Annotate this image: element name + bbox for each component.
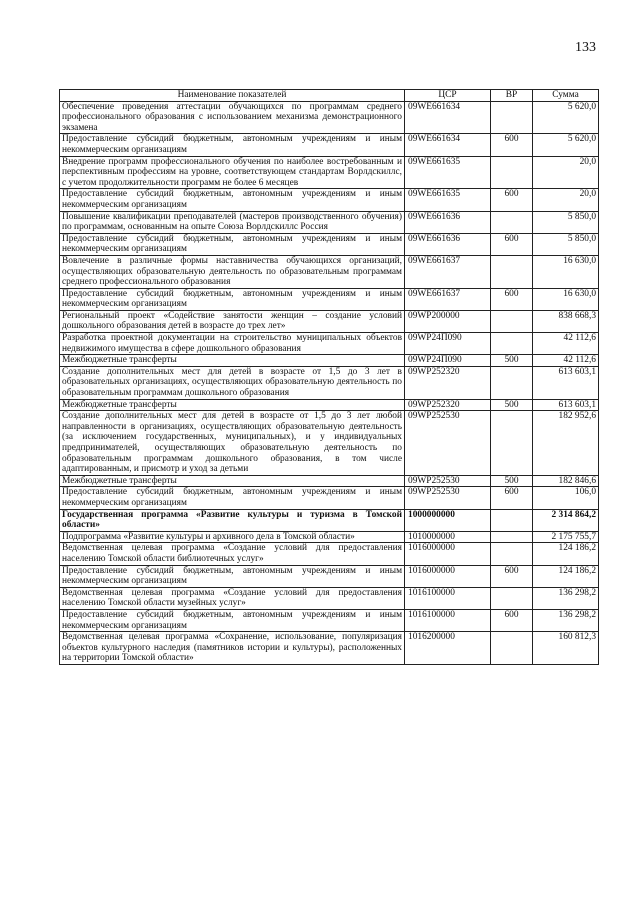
- cell-vr: 600: [491, 288, 533, 310]
- cell-csr: 09WE661635: [405, 189, 491, 211]
- cell-name: Ведомственная целевая программа «Сохранение, использование, популяризация объектов культурного наследия (памятников истории и культуры), расположенных на территории Томской области»: [60, 632, 405, 665]
- table-row: [60, 475, 599, 487]
- table-header-row: [60, 90, 599, 102]
- cell-csr: 09WP24П090: [405, 355, 491, 367]
- cell-vr: 600: [491, 189, 533, 211]
- budget-table-wrapper: [59, 89, 598, 665]
- table-row: [60, 543, 599, 565]
- cell-csr: 09WP252530: [405, 487, 491, 509]
- cell-vr: [491, 587, 533, 609]
- table-row: [60, 310, 599, 332]
- cell-sum: 613 603,1: [533, 366, 599, 399]
- table-row: [60, 366, 599, 399]
- cell-vr: [491, 509, 533, 531]
- cell-name: Вовлечение в различные формы наставничества обучающихся организаций, осуществляющих образовательную деятельность по образовательным программам среднего профессионального образования: [60, 255, 405, 288]
- cell-sum: 613 603,1: [533, 399, 599, 411]
- cell-vr: 600: [491, 565, 533, 587]
- cell-name: Предоставление субсидий бюджетным, автономным учреждениям и иным некоммерческим организациям: [60, 189, 405, 211]
- cell-vr: [491, 156, 533, 189]
- cell-vr: [491, 255, 533, 288]
- cell-csr: 1016000000: [405, 565, 491, 587]
- cell-name: Предоставление субсидий бюджетным, автономным учреждениям и иным некоммерческим организациям: [60, 609, 405, 631]
- cell-vr: [491, 531, 533, 543]
- table-row: [60, 565, 599, 587]
- cell-name: Региональный проект «Содействие занятости женщин – создание условий дошкольного образования детей в возрасте до трех лет»: [60, 310, 405, 332]
- table-row: [60, 399, 599, 411]
- cell-csr: 09WE661634: [405, 134, 491, 156]
- table-row: [60, 355, 599, 367]
- cell-vr: [491, 310, 533, 332]
- table-row: [60, 411, 599, 476]
- cell-csr: 09WP24П090: [405, 333, 491, 355]
- table-row: [60, 156, 599, 189]
- cell-sum: 2 314 864,2: [533, 509, 599, 531]
- cell-name: Подпрограмма «Развитие культуры и архивного дела в Томской области»: [60, 531, 405, 543]
- cell-vr: [491, 101, 533, 134]
- cell-sum: 136 298,2: [533, 609, 599, 631]
- table-body: [60, 101, 599, 664]
- table-row: [60, 609, 599, 631]
- page-number: 133: [575, 40, 596, 55]
- cell-vr: 600: [491, 233, 533, 255]
- cell-sum: 2 175 755,7: [533, 531, 599, 543]
- cell-sum: 20,0: [533, 189, 599, 211]
- cell-vr: [491, 211, 533, 233]
- cell-name: Межбюджетные трансферты: [60, 399, 405, 411]
- cell-csr: 1010000000: [405, 531, 491, 543]
- cell-csr: 09WE661636: [405, 211, 491, 233]
- cell-csr: 09WE661637: [405, 288, 491, 310]
- cell-csr: 09WE661634: [405, 101, 491, 134]
- cell-sum: 124 186,2: [533, 543, 599, 565]
- cell-sum: 20,0: [533, 156, 599, 189]
- cell-vr: [491, 632, 533, 665]
- cell-sum: 5 850,0: [533, 211, 599, 233]
- cell-csr: 09WP200000: [405, 310, 491, 332]
- cell-sum: 16 630,0: [533, 288, 599, 310]
- table-row: [60, 101, 599, 134]
- budget-table: [59, 89, 599, 665]
- cell-sum: 5 850,0: [533, 233, 599, 255]
- header-vr: ВР: [491, 90, 533, 102]
- cell-sum: 136 298,2: [533, 587, 599, 609]
- cell-name: Обеспечение проведения аттестации обучающихся по программам среднего профессионального образования с использованием механизма демонстрационного экзамена: [60, 101, 405, 134]
- cell-sum: 5 620,0: [533, 134, 599, 156]
- header-name: Наименование показателей: [60, 90, 405, 102]
- cell-vr: [491, 543, 533, 565]
- cell-vr: 500: [491, 355, 533, 367]
- header-sum: Сумма: [533, 90, 599, 102]
- table-row: [60, 509, 599, 531]
- cell-sum: 42 112,6: [533, 333, 599, 355]
- cell-vr: 500: [491, 399, 533, 411]
- cell-vr: [491, 333, 533, 355]
- cell-name: Предоставление субсидий бюджетным, автономным учреждениям и иным некоммерческим организациям: [60, 288, 405, 310]
- cell-name: Создание дополнительных мест для детей в возрасте от 1,5 до 3 лет любой направленности в организациях, осуществляющих образовательную деятельность (за исключением государственных, муниципальных), и у индивидуальных предпринимателей, осуществляющих образовательную деятельность по образовательным программам дошкольного образования, в том числе адаптированным, и присмотр и уход за детьми: [60, 411, 405, 476]
- table-row: [60, 255, 599, 288]
- cell-csr: 1016100000: [405, 587, 491, 609]
- cell-name: Повышение квалификации преподавателей (мастеров производственного обучения) по программам, основанным на опыте Союза Ворлдскиллс Россия: [60, 211, 405, 233]
- cell-name: Межбюджетные трансферты: [60, 355, 405, 367]
- cell-name: Ведомственная целевая программа «Создание условий для предоставления населению Томской области музейных услуг»: [60, 587, 405, 609]
- cell-sum: 106,0: [533, 487, 599, 509]
- cell-sum: 838 668,3: [533, 310, 599, 332]
- cell-csr: 1000000000: [405, 509, 491, 531]
- cell-sum: 182 952,6: [533, 411, 599, 476]
- table-row: [60, 531, 599, 543]
- cell-name: Создание дополнительных мест для детей в возрасте от 1,5 до 3 лет в образовательных организациях, осуществляющих образовательную деятельность по образовательным программам дошкольного образования: [60, 366, 405, 399]
- table-row: [60, 288, 599, 310]
- table-row: [60, 233, 599, 255]
- cell-name: Предоставление субсидий бюджетным, автономным учреждениям и иным некоммерческим организациям: [60, 134, 405, 156]
- cell-vr: 600: [491, 487, 533, 509]
- cell-sum: 5 620,0: [533, 101, 599, 134]
- table-row: [60, 487, 599, 509]
- table-row: [60, 632, 599, 665]
- cell-name: Предоставление субсидий бюджетным, автономным учреждениям и иным некоммерческим организациям: [60, 487, 405, 509]
- cell-sum: 124 186,2: [533, 565, 599, 587]
- cell-vr: [491, 411, 533, 476]
- table-row: [60, 211, 599, 233]
- table-row: [60, 587, 599, 609]
- table-row: [60, 134, 599, 156]
- cell-vr: [491, 366, 533, 399]
- cell-csr: 09WP252530: [405, 475, 491, 487]
- header-csr: ЦСР: [405, 90, 491, 102]
- cell-name: Внедрение программ профессионального обучения по наиболее востребованным и перспективным профессиям на уровне, соответствующем стандартам Ворлдскиллс, с учетом продолжительности программ не более 6 месяцев: [60, 156, 405, 189]
- cell-csr: 1016000000: [405, 543, 491, 565]
- cell-vr: 600: [491, 609, 533, 631]
- cell-name: Разработка проектной документации на строительство муниципальных объектов недвижимого имущества в сфере дошкольного образования: [60, 333, 405, 355]
- cell-csr: 09WE661637: [405, 255, 491, 288]
- cell-name: Межбюджетные трансферты: [60, 475, 405, 487]
- cell-name: Предоставление субсидий бюджетным, автономным учреждениям и иным некоммерческим организациям: [60, 233, 405, 255]
- cell-csr: 1016200000: [405, 632, 491, 665]
- cell-csr: 09WP252530: [405, 411, 491, 476]
- cell-name: Государственная программа «Развитие культуры и туризма в Томской области»: [60, 509, 405, 531]
- cell-name: Предоставление субсидий бюджетным, автономным учреждениям и иным некоммерческим организациям: [60, 565, 405, 587]
- cell-sum: 16 630,0: [533, 255, 599, 288]
- cell-vr: 500: [491, 475, 533, 487]
- table-row: [60, 189, 599, 211]
- cell-csr: 09WE661636: [405, 233, 491, 255]
- cell-csr: 1016100000: [405, 609, 491, 631]
- cell-vr: 600: [491, 134, 533, 156]
- cell-sum: 42 112,6: [533, 355, 599, 367]
- cell-sum: 160 812,3: [533, 632, 599, 665]
- cell-csr: 09WP252320: [405, 399, 491, 411]
- cell-csr: 09WE661635: [405, 156, 491, 189]
- cell-csr: 09WP252320: [405, 366, 491, 399]
- table-row: [60, 333, 599, 355]
- cell-name: Ведомственная целевая программа «Создание условий для предоставления населению Томской области библиотечных услуг»: [60, 543, 405, 565]
- cell-sum: 182 846,6: [533, 475, 599, 487]
